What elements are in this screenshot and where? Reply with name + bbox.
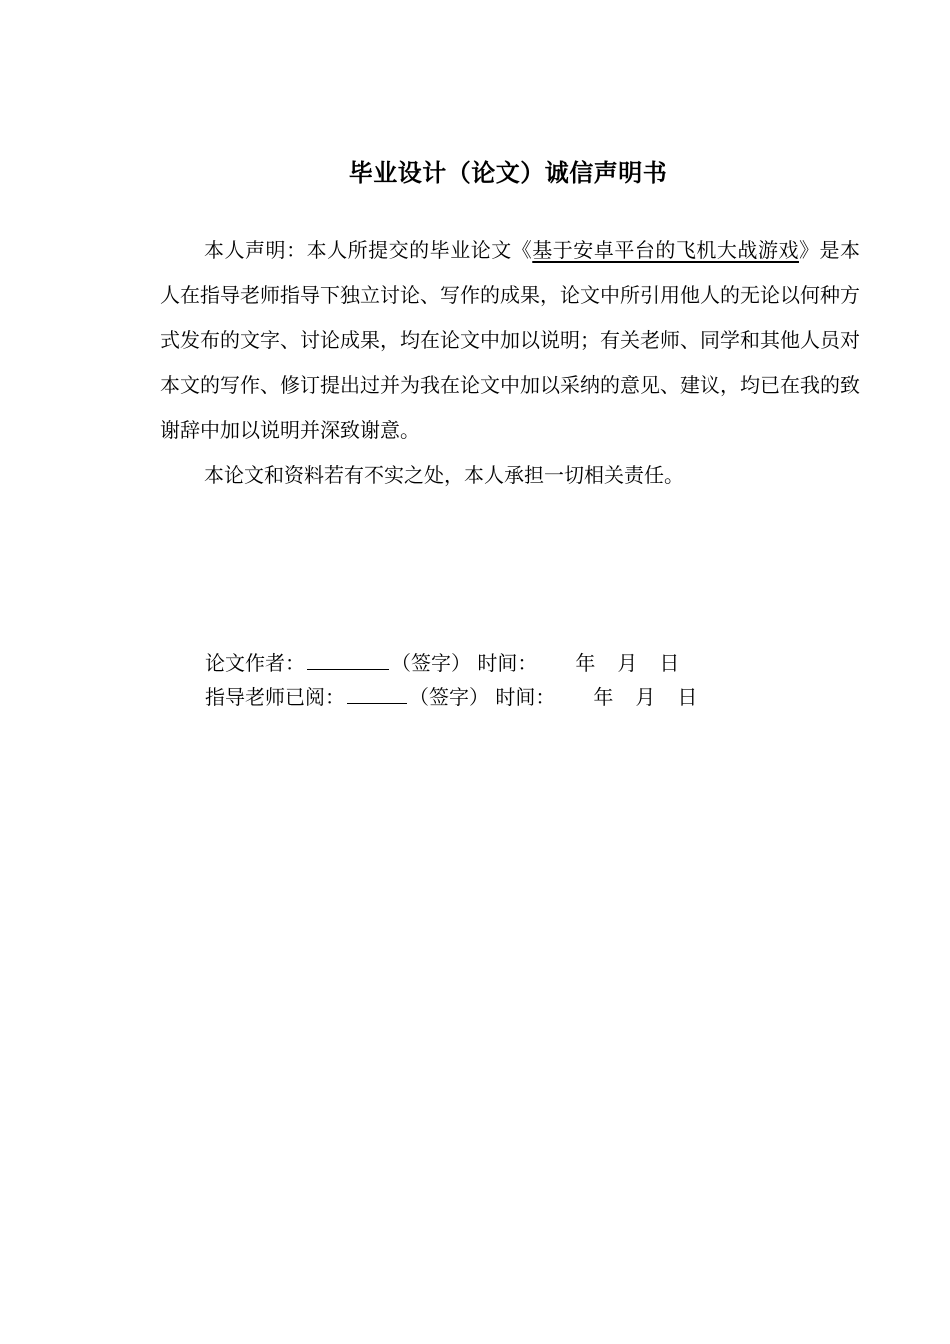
signature-block bbox=[205, 646, 697, 714]
author-day-label: 日 bbox=[659, 651, 680, 675]
advisor-label: 指导老师已阅： bbox=[205, 685, 345, 709]
author-label: 论文作者： bbox=[205, 651, 305, 675]
declaration-body bbox=[160, 228, 860, 498]
author-year-label: 年 bbox=[575, 651, 596, 675]
paragraph-1-suffix: 》是本人在指导老师指导下独立讨论、写作的成果，论文中所引用他人的无论以何种方式发布的文字、讨论成果，均在论文中加以说明；有关老师、同学和其他人员对本文的写作、修订提出过并为我在论文中加以采纳的意见、建议，均已在我的致谢辞中加以说明并深致谢意。 bbox=[160, 238, 861, 442]
advisor-sign-note: （签字） bbox=[409, 685, 489, 709]
author-sign-note: （签字） bbox=[391, 651, 471, 675]
advisor-signature-line bbox=[347, 683, 407, 704]
advisor-month-label: 月 bbox=[635, 685, 656, 709]
paragraph-1-prefix: 本人声明：本人所提交的毕业论文《 bbox=[204, 238, 533, 262]
author-month-label: 月 bbox=[617, 651, 638, 675]
advisor-time-label: 时间： bbox=[495, 685, 556, 709]
declaration-paragraph-1 bbox=[160, 228, 860, 453]
author-signature-row bbox=[205, 646, 697, 680]
advisor-signature-row bbox=[205, 680, 697, 714]
declaration-paragraph-2: 本论文和资料若有不实之处，本人承担一切相关责任。 bbox=[204, 463, 684, 487]
advisor-year-label: 年 bbox=[593, 685, 614, 709]
author-time-label: 时间： bbox=[477, 651, 538, 675]
advisor-day-label: 日 bbox=[677, 685, 698, 709]
thesis-title: 基于安卓平台的飞机大战游戏 bbox=[532, 238, 799, 262]
author-signature-line bbox=[307, 649, 389, 670]
page-title: 毕业设计（论文）诚信声明书 bbox=[348, 159, 668, 187]
